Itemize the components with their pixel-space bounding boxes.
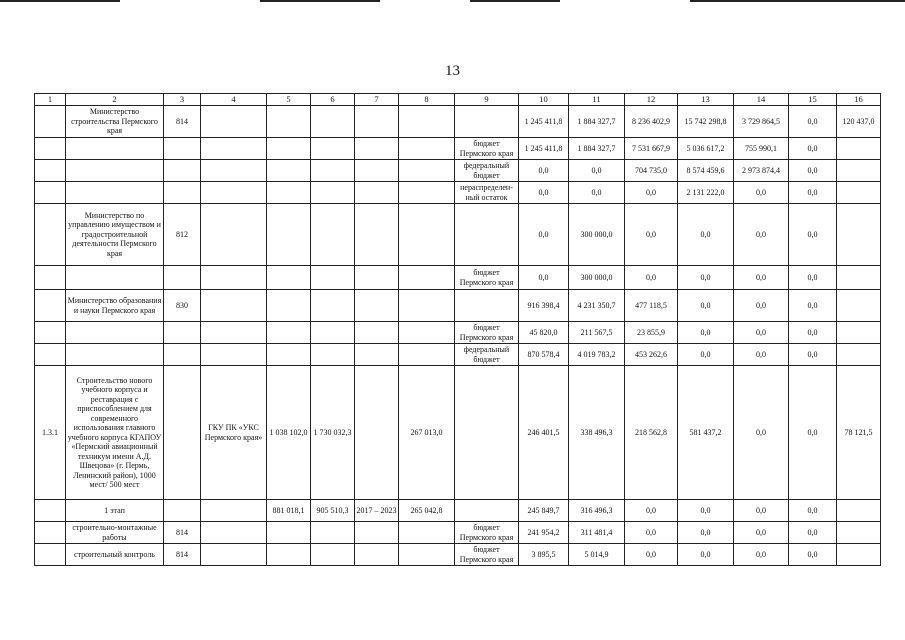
table-row <box>35 266 881 290</box>
table-cell <box>355 344 399 366</box>
table-cell <box>837 160 881 182</box>
table-cell: 3 895,5 <box>519 544 569 566</box>
table-cell <box>311 322 355 344</box>
table-cell: 0,0 <box>625 266 678 290</box>
table-cell <box>311 544 355 566</box>
table-cell: 0,0 <box>678 204 734 266</box>
table-row <box>35 344 881 366</box>
table-cell <box>267 182 311 204</box>
table-cell: 581 437,2 <box>678 366 734 500</box>
table-cell <box>311 138 355 160</box>
table-cell <box>66 322 164 344</box>
table-cell: 1 884 327,7 <box>569 106 625 138</box>
column-header: 15 <box>789 94 837 106</box>
table-cell: 0,0 <box>789 366 837 500</box>
table-cell <box>35 544 66 566</box>
table-cell <box>201 544 267 566</box>
table-cell: 120 437,0 <box>837 106 881 138</box>
table-cell: ГКУ ПК «УКС Пермского края» <box>201 366 267 500</box>
column-header: 5 <box>267 94 311 106</box>
table-cell: 0,0 <box>734 344 789 366</box>
column-header: 3 <box>164 94 201 106</box>
table-cell <box>355 544 399 566</box>
table-cell <box>311 182 355 204</box>
table-cell: 0,0 <box>734 182 789 204</box>
column-header: 9 <box>455 94 519 106</box>
table-cell: 45 820,0 <box>519 322 569 344</box>
table-cell: 0,0 <box>519 204 569 266</box>
table-cell: Строительство нового учебного корпуса и реставрация с приспособлением для современного использования главного учебного корпуса КГАПОУ «Пермский авиационный техникум имени А.Д. Швецова» (г. Пермь, Ленинский район), 1000 мест/ 500 мест <box>66 366 164 500</box>
table-cell: 0,0 <box>625 182 678 204</box>
table-cell: 211 567,5 <box>569 322 625 344</box>
table-cell <box>399 522 455 544</box>
table-cell: бюджет Пермского края <box>455 266 519 290</box>
table-cell <box>164 366 201 500</box>
table-cell <box>35 160 66 182</box>
table-row <box>35 182 881 204</box>
table-cell <box>35 344 66 366</box>
table-cell: 265 042,8 <box>399 500 455 522</box>
table-cell: 246 401,5 <box>519 366 569 500</box>
table-cell: 0,0 <box>789 290 837 322</box>
table-cell: 916 398,4 <box>519 290 569 322</box>
table-cell <box>66 266 164 290</box>
table-cell <box>66 344 164 366</box>
table-cell <box>311 266 355 290</box>
table-cell <box>399 106 455 138</box>
table-cell <box>311 204 355 266</box>
table-cell: Министерство образования и науки Пермского края <box>66 290 164 322</box>
table-cell: 453 262,6 <box>625 344 678 366</box>
table-row <box>35 322 881 344</box>
table-cell <box>311 290 355 322</box>
column-header: 16 <box>837 94 881 106</box>
table-cell: Министерство строительства Пермского края <box>66 106 164 138</box>
table-cell <box>164 138 201 160</box>
table-cell <box>267 138 311 160</box>
table-cell <box>455 500 519 522</box>
column-header: 10 <box>519 94 569 106</box>
table-cell <box>164 344 201 366</box>
table-cell: 3 729 864,5 <box>734 106 789 138</box>
column-header: 2 <box>66 94 164 106</box>
column-header: 4 <box>201 94 267 106</box>
table-cell <box>267 266 311 290</box>
table-cell <box>837 138 881 160</box>
table-cell: 0,0 <box>678 290 734 322</box>
table-cell: 0,0 <box>734 366 789 500</box>
table-cell: 0,0 <box>678 544 734 566</box>
table-row <box>35 106 881 138</box>
table-cell <box>164 182 201 204</box>
page-number: 13 <box>445 63 460 79</box>
table-cell: 0,0 <box>519 266 569 290</box>
scan-edge-line <box>0 0 120 2</box>
table-cell: 5 036 617,2 <box>678 138 734 160</box>
table-cell <box>399 160 455 182</box>
table-cell: бюджет Пермского края <box>455 138 519 160</box>
scan-edge-line <box>260 0 380 2</box>
table-cell: 218 562,8 <box>625 366 678 500</box>
table-cell <box>399 182 455 204</box>
table-cell: 0,0 <box>569 160 625 182</box>
table-cell: 0,0 <box>734 266 789 290</box>
table-row <box>35 544 881 566</box>
table-cell <box>201 290 267 322</box>
column-header: 12 <box>625 94 678 106</box>
table-cell: 8 574 459,6 <box>678 160 734 182</box>
table-cell: 0,0 <box>789 182 837 204</box>
table-cell: бюджет Пермского края <box>455 544 519 566</box>
table-cell: 0,0 <box>789 344 837 366</box>
table-cell <box>267 204 311 266</box>
table-cell: 870 578,4 <box>519 344 569 366</box>
table-cell: 316 496,3 <box>569 500 625 522</box>
table-cell: нераспределен-ный остаток <box>455 182 519 204</box>
table-cell: 0,0 <box>734 500 789 522</box>
table-cell: 0,0 <box>789 138 837 160</box>
column-header: 8 <box>399 94 455 106</box>
table-row <box>35 204 881 266</box>
table-cell <box>355 182 399 204</box>
table-cell: федеральный бюджет <box>455 160 519 182</box>
table-cell <box>164 322 201 344</box>
table-cell <box>267 290 311 322</box>
table-cell: 0,0 <box>734 290 789 322</box>
table-cell <box>267 344 311 366</box>
table-cell <box>355 290 399 322</box>
table-cell: 0,0 <box>789 544 837 566</box>
table-row <box>35 138 881 160</box>
table-cell: 15 742 298,8 <box>678 106 734 138</box>
table-cell: 477 118,5 <box>625 290 678 322</box>
table-cell: 755 990,1 <box>734 138 789 160</box>
column-header: 1 <box>35 94 66 106</box>
table-cell <box>455 106 519 138</box>
table-cell: 0,0 <box>569 182 625 204</box>
table-cell: 0,0 <box>789 522 837 544</box>
table-cell: 0,0 <box>678 266 734 290</box>
table-cell <box>399 138 455 160</box>
table-cell <box>837 344 881 366</box>
table-cell: 0,0 <box>789 322 837 344</box>
table-cell <box>201 204 267 266</box>
table-cell: 0,0 <box>519 182 569 204</box>
table-cell: 830 <box>164 290 201 322</box>
table-cell: 814 <box>164 106 201 138</box>
column-header: 7 <box>355 94 399 106</box>
table-cell <box>399 322 455 344</box>
table-cell: 0,0 <box>625 500 678 522</box>
table-cell <box>837 544 881 566</box>
table-cell: 704 735,0 <box>625 160 678 182</box>
table-cell <box>35 106 66 138</box>
table-cell <box>201 266 267 290</box>
table-cell <box>455 290 519 322</box>
table-cell: 2017 – 2023 <box>355 500 399 522</box>
table-cell <box>267 544 311 566</box>
table-cell <box>267 322 311 344</box>
table-cell: 338 496,3 <box>569 366 625 500</box>
table-cell <box>399 544 455 566</box>
table-cell <box>355 522 399 544</box>
table-header-row <box>35 94 881 106</box>
table-cell <box>201 522 267 544</box>
table-cell: 241 954,2 <box>519 522 569 544</box>
table-cell: 0,0 <box>625 204 678 266</box>
table-cell: 267 013,0 <box>399 366 455 500</box>
table-cell: 0,0 <box>734 544 789 566</box>
table-cell <box>201 322 267 344</box>
table-cell <box>164 266 201 290</box>
scan-edge-line <box>690 0 905 2</box>
table-cell <box>201 344 267 366</box>
table-cell <box>355 204 399 266</box>
table-cell <box>35 322 66 344</box>
table-cell: 2 131 222,0 <box>678 182 734 204</box>
table-cell: 7 531 667,9 <box>625 138 678 160</box>
table-cell: строительный контроль <box>66 544 164 566</box>
table-row <box>35 290 881 322</box>
table-cell <box>455 204 519 266</box>
table-cell <box>399 204 455 266</box>
table-cell: 1 730 032,3 <box>311 366 355 500</box>
table-cell <box>35 138 66 160</box>
table-cell <box>201 182 267 204</box>
table-cell <box>311 160 355 182</box>
table-cell <box>201 138 267 160</box>
table-cell: 300 000,0 <box>569 204 625 266</box>
table-cell <box>355 266 399 290</box>
table-cell: 1 245 411,8 <box>519 106 569 138</box>
table-cell: 0,0 <box>678 322 734 344</box>
table-cell: 0,0 <box>789 160 837 182</box>
table-cell: 5 014,9 <box>569 544 625 566</box>
table-cell <box>66 182 164 204</box>
table-cell: 0,0 <box>625 544 678 566</box>
table-cell: 0,0 <box>734 522 789 544</box>
table-cell <box>201 500 267 522</box>
table-cell <box>66 160 164 182</box>
column-header: 11 <box>569 94 625 106</box>
table-cell <box>837 322 881 344</box>
table-cell <box>311 106 355 138</box>
table-cell: 2 973 874,4 <box>734 160 789 182</box>
table-cell <box>355 160 399 182</box>
table-cell: бюджет Пермского края <box>455 522 519 544</box>
table-cell <box>35 182 66 204</box>
table-cell: 1 245 411,8 <box>519 138 569 160</box>
table-cell: 0,0 <box>678 500 734 522</box>
table-cell <box>355 106 399 138</box>
budget-table <box>34 93 881 566</box>
table-cell: 0,0 <box>678 522 734 544</box>
table-cell: 0,0 <box>789 266 837 290</box>
table-cell <box>267 522 311 544</box>
table-cell <box>35 290 66 322</box>
table-row <box>35 500 881 522</box>
table-cell: 881 018,1 <box>267 500 311 522</box>
scan-edge-line <box>470 0 560 2</box>
table-cell: 1 этап <box>66 500 164 522</box>
table-cell: 0,0 <box>625 522 678 544</box>
table-cell: 0,0 <box>678 344 734 366</box>
table-cell <box>355 366 399 500</box>
table-cell: 23 855,9 <box>625 322 678 344</box>
table-cell: 0,0 <box>734 204 789 266</box>
table-cell <box>837 266 881 290</box>
table-cell: 814 <box>164 522 201 544</box>
table-cell: 0,0 <box>789 500 837 522</box>
table-cell: 0,0 <box>789 106 837 138</box>
table-cell <box>201 160 267 182</box>
table-cell <box>164 160 201 182</box>
table-cell <box>311 344 355 366</box>
table-cell <box>267 106 311 138</box>
table-cell <box>399 266 455 290</box>
column-header: 6 <box>311 94 355 106</box>
table-cell: 1 038 102,0 <box>267 366 311 500</box>
table-cell <box>35 522 66 544</box>
table-cell <box>201 106 267 138</box>
table-cell <box>837 182 881 204</box>
table-cell: федеральный бюджет <box>455 344 519 366</box>
table-cell <box>455 366 519 500</box>
table-cell: 0,0 <box>519 160 569 182</box>
table-cell: 8 236 402,9 <box>625 106 678 138</box>
table-cell: 4 019 783,2 <box>569 344 625 366</box>
table-cell: 812 <box>164 204 201 266</box>
table-cell: 1.3.1 <box>35 366 66 500</box>
table-cell <box>35 204 66 266</box>
table-cell <box>837 500 881 522</box>
table-cell <box>267 160 311 182</box>
table-cell <box>66 138 164 160</box>
table-cell: 300 000,0 <box>569 266 625 290</box>
table-cell: 1 884 327,7 <box>569 138 625 160</box>
table-cell: 311 481,4 <box>569 522 625 544</box>
table-row <box>35 366 881 500</box>
table-cell <box>35 500 66 522</box>
table-cell: 0,0 <box>734 322 789 344</box>
table-cell: строительно-монтажные работы <box>66 522 164 544</box>
table-row <box>35 522 881 544</box>
table-cell: 814 <box>164 544 201 566</box>
table-cell <box>164 500 201 522</box>
table-cell: 905 510,3 <box>311 500 355 522</box>
table-cell: 4 231 350,7 <box>569 290 625 322</box>
table-cell: бюджет Пермского края <box>455 322 519 344</box>
table-cell <box>837 290 881 322</box>
table-cell <box>837 522 881 544</box>
table-cell <box>355 322 399 344</box>
table-cell: 78 121,5 <box>837 366 881 500</box>
table-cell <box>311 522 355 544</box>
table-cell <box>355 138 399 160</box>
table-cell <box>35 266 66 290</box>
table-cell <box>837 204 881 266</box>
table-cell: Министерство по управлению имуществом и градостроительной деятельности Пермского края <box>66 204 164 266</box>
table-cell: 245 849,7 <box>519 500 569 522</box>
table-row <box>35 160 881 182</box>
table-cell <box>399 290 455 322</box>
table-cell <box>399 344 455 366</box>
column-header: 13 <box>678 94 734 106</box>
table-cell: 0,0 <box>789 204 837 266</box>
column-header: 14 <box>734 94 789 106</box>
